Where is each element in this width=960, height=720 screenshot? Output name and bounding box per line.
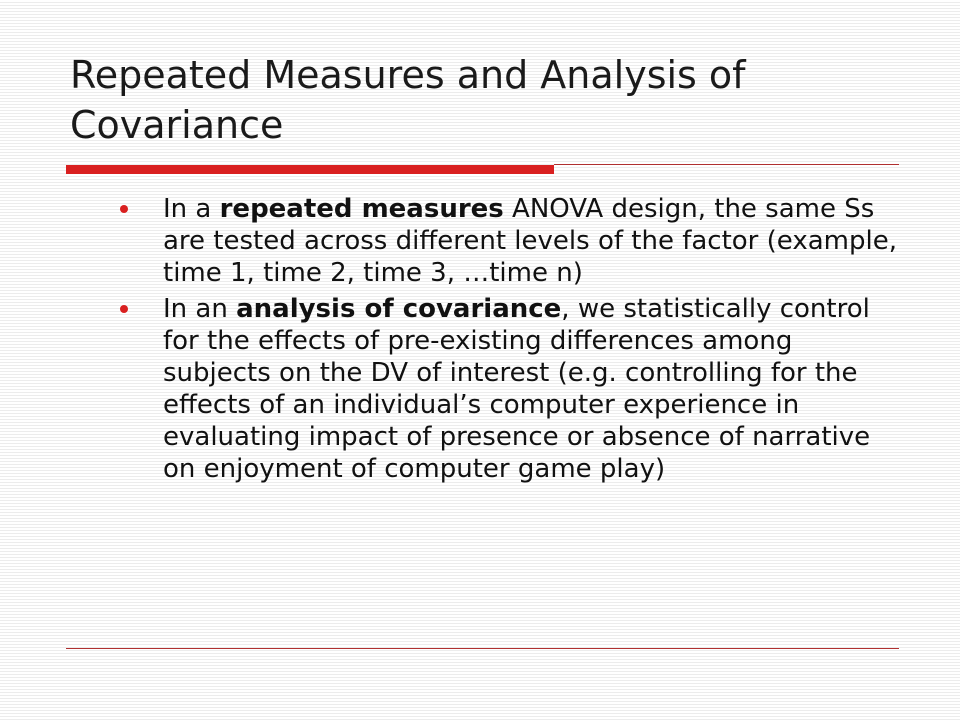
bullet-text-rest: , we statistically control for the effects of pre-existing differences among subjects on the DV of interest (e.g. controlling for the effects of an individual’s computer experience in evaluating impact of presence or absence of narrative on enjoyment of computer game play): [163, 294, 871, 484]
bullet-term: analysis of covariance: [236, 294, 562, 324]
title-underline-rule: [554, 164, 899, 165]
bullet-dot-icon: [120, 205, 128, 213]
bullet-text-lead: In an: [163, 294, 237, 324]
bullet-list: [118, 193, 898, 489]
bullet-dot-icon: [120, 305, 128, 313]
footer-rule: [66, 648, 899, 649]
bullet-text: [163, 194, 897, 288]
bullet-text-rest: ANOVA design, the same Ss are tested across different levels of the factor (example, time 1, time 2, time 3, …time n): [163, 194, 897, 288]
title-underline-accent: [66, 165, 554, 174]
slide-title: Repeated Measures and Analysis of Covariance: [70, 53, 746, 147]
bullet-text: [163, 294, 870, 484]
bullet-item-repeated-measures: [118, 193, 898, 289]
bullet-term: repeated measures: [219, 194, 504, 224]
bullet-text-lead: In a: [163, 194, 220, 224]
bullet-item-covariance: [118, 293, 898, 485]
